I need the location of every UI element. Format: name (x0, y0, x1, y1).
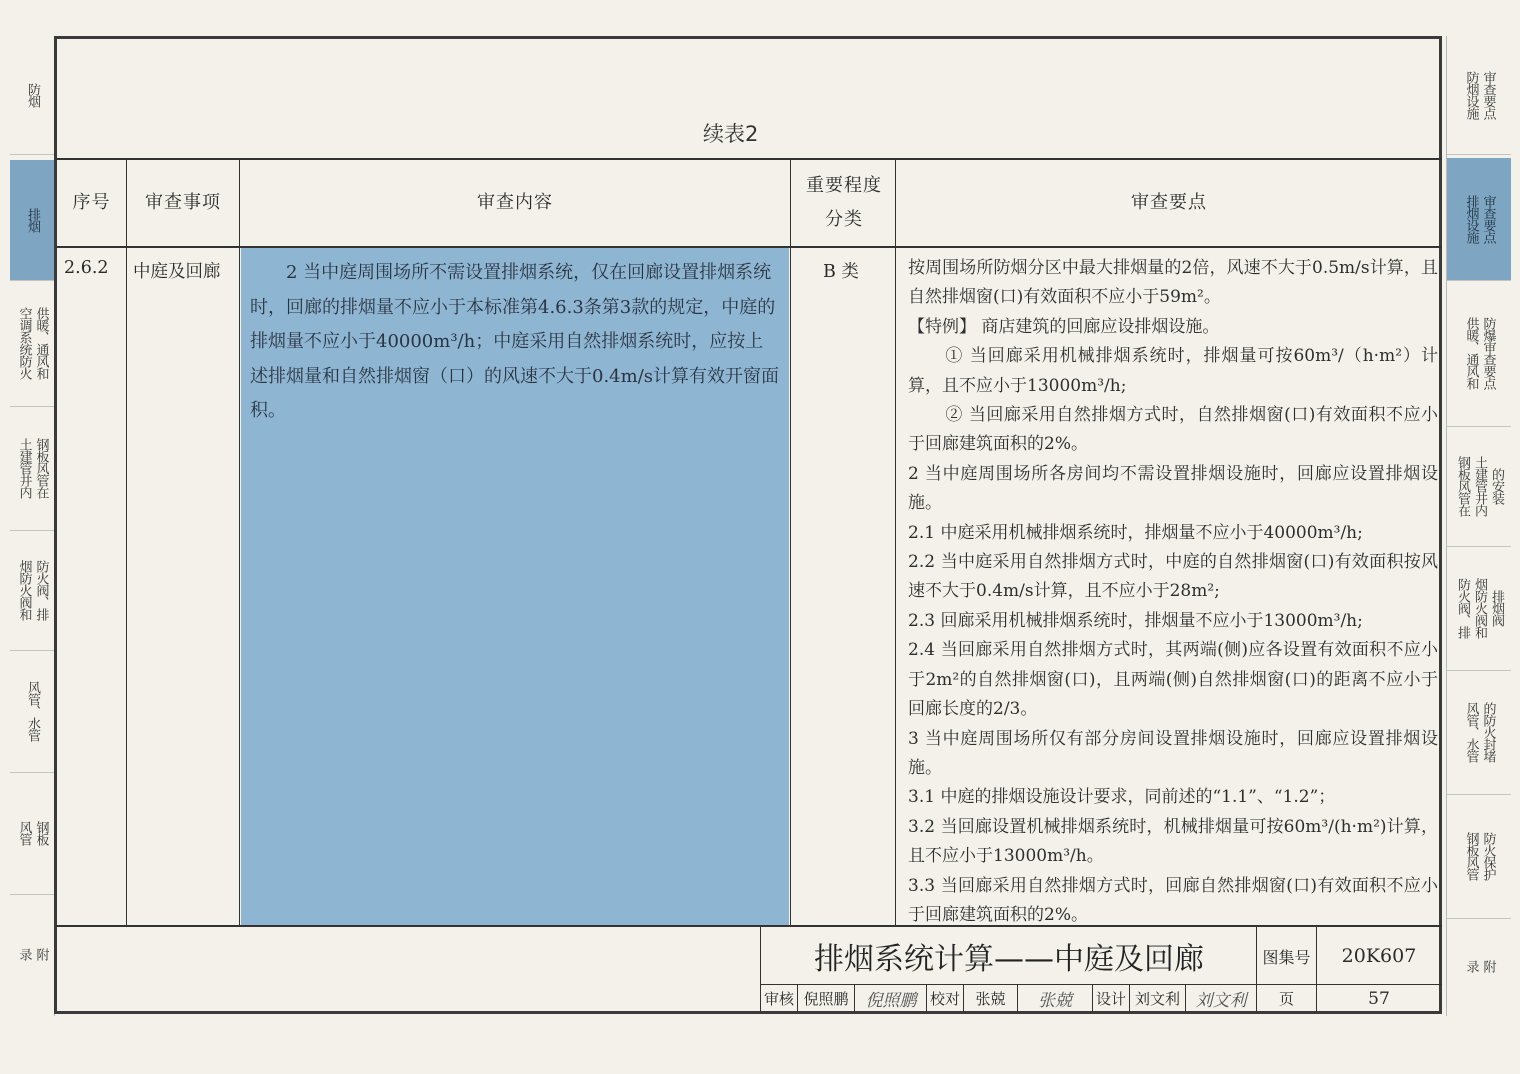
right-tab-appendix[interactable]: 附 录 (1463, 960, 1496, 972)
right-tab-smoke-exhaust[interactable]: 审查要点 排烟设施 (1447, 158, 1511, 281)
tb-rule (854, 985, 855, 1012)
right-tab-hvac-explosion[interactable]: 防爆审查要点 供暖、通风和 (1447, 280, 1511, 427)
row-seq: 2.6.2 (64, 258, 109, 278)
reviewer-signature: 倪照鹏 (865, 991, 917, 1011)
left-tab-steel-duct[interactable]: 钢板 风管 (10, 772, 54, 895)
page-number: 57 (1368, 988, 1390, 1009)
left-tab-steel-duct-shaft[interactable]: 钢板风管在 土建管井内 (10, 406, 54, 531)
table-title: 续表2 (703, 122, 759, 146)
reviewer-name: 倪照鹏 (803, 990, 849, 1008)
left-tab-smoke-exhaust[interactable]: 排烟 (10, 160, 54, 281)
point-line: 2 当中庭周围场所各房间均不需设置排烟设施时，回廊应设置排烟设施。 (908, 463, 1438, 514)
col-divider-2 (239, 158, 240, 926)
col-divider-4 (895, 158, 896, 926)
atlas-label: 图集号 (1262, 947, 1311, 967)
row-item: 中庭及回廊 (133, 262, 221, 282)
header-item: 审查事项 (145, 192, 221, 213)
right-tab-fire-protection[interactable]: 防火保护 钢板风管 (1447, 794, 1511, 919)
col-divider-1 (126, 158, 127, 926)
right-side-tabs (1446, 36, 1511, 1016)
review-label: 审核 (763, 990, 794, 1008)
point-line: 【特例】 商店建筑的回廊应设排烟设施。 (908, 316, 1220, 337)
checker-name: 张兢 (975, 990, 1006, 1008)
review-points (908, 254, 1438, 930)
header-content: 审查内容 (477, 192, 553, 213)
point-line: ② 当回廊采用自然排烟方式时，自然排烟窗(口)有效面积不应小于回廊建筑面积的2%。 (908, 405, 1438, 455)
right-tab-dampers[interactable]: 排烟阀 烟防火阀和 防火阀、排 (1447, 546, 1511, 671)
point-line: ① 当回廊采用机械排烟系统时，排烟量可按60m³/（h·m²）计算，且不应小于13000m³/h; (908, 346, 1438, 396)
point-line: 3.2 当回廊设置机械排烟系统时，机械排烟量可按60m³/(h·m²)计算，且不应小于13000m³/h。 (908, 816, 1438, 867)
point-line: 3 当中庭周围场所仅有部分房间设置排烟设施时，回廊应设置排烟设施。 (908, 728, 1438, 778)
left-tab-fire-dampers[interactable]: 防火阀、排 烟防火阀和 (10, 530, 54, 651)
checker-signature: 张兢 (1038, 991, 1072, 1011)
left-tab-appendix[interactable]: 附 录 (16, 948, 49, 960)
col-divider-3 (790, 158, 791, 926)
header-seq: 序号 (72, 192, 111, 213)
drawing-title: 排烟系统计算——中庭及回廊 (814, 942, 1204, 977)
point-line: 2.2 当中庭采用自然排烟方式时，中庭的自然排烟窗(口)有效面积按风速不大于0.4m/s计算，且不应小于28m²; (908, 552, 1438, 602)
point-line: 2.4 当回廊采用自然排烟方式时，其两端(侧)应各设置有效面积不应小于2m²的自然排烟窗(口)，且两端(侧)自然排烟窗(口)的距离不应小于回廊长度的2/3。 (908, 640, 1438, 720)
atlas-number: 20K607 (1341, 945, 1417, 967)
left-tab-smoke-prevention[interactable]: 防烟 (10, 36, 54, 155)
left-tab-hvac-fire[interactable]: 供暖、通风和 空调系统防火 (10, 280, 54, 407)
row-content: 2 当中庭周围场所不需设置排烟系统，仅在回廊设置排烟系统时，回廊的排烟量不应小于本标准第4.6.3条第3款的规定，中庭的排烟量不应小于40000m³/h；中庭采用自然排烟系统时，应按上述排烟量和自然排烟窗（口）的风速不大于0.4m/s计算有效开窗面积。 (250, 262, 779, 421)
header-points: 审查要点 (1131, 192, 1207, 213)
point-line: 2.1 中庭采用机械排烟系统时，排烟量不应小于40000m³/h; (908, 522, 1363, 543)
right-tab-steel-duct-install[interactable]: 的安装 土建管井内 钢板风管在 (1447, 426, 1511, 547)
header-importance: 重要程度分类 (806, 175, 882, 230)
point-line: 3.1 中庭的排烟设施设计要求，同前述的“1.1”、“1.2”； (908, 787, 1336, 808)
point-line: 按周围场所防烟分区中最大排烟量的2倍，风速不大于0.5m/s计算，且自然排烟窗(口)有效面积不应小于59m²。 (908, 258, 1438, 308)
row-importance: B 类 (823, 262, 859, 282)
point-line: 2.3 回廊采用机械排烟系统时，排烟量不应小于13000m³/h; (908, 610, 1363, 631)
point-line: 3.3 当回廊采用自然排烟方式时，回廊自然排烟窗(口)有效面积不应小于回廊建筑面积的2%。 (908, 875, 1438, 925)
designer-name: 刘文利 (1134, 990, 1180, 1008)
page-label: 页 (1278, 990, 1294, 1008)
designer-signature: 刘文利 (1195, 991, 1247, 1011)
design-label: 设计 (1095, 990, 1126, 1008)
left-tab-ducts-pipes[interactable]: 风管、水管 (10, 650, 54, 773)
left-side-tabs (10, 36, 55, 1016)
right-tab-fire-sealing[interactable]: 的防火封堵 风管、水管 (1447, 670, 1511, 795)
right-tab-smoke-prevention[interactable]: 审查要点 防烟设施 (1447, 36, 1511, 155)
check-label: 校对 (929, 990, 960, 1008)
